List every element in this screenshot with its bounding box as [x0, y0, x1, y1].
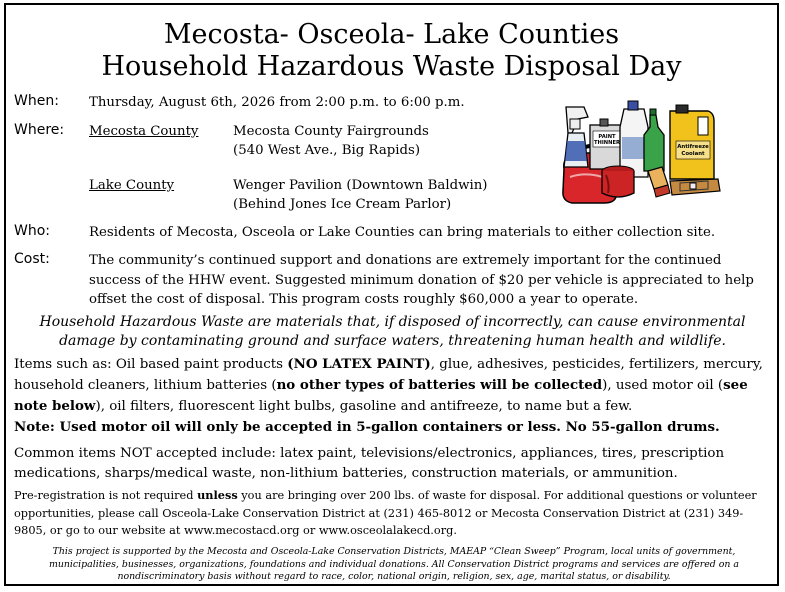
mecosta-site-name: Mecosta County Fairgrounds	[233, 124, 429, 139]
who-value: Residents of Mecosta, Osceola or Lake Counties can bring materials to either collection site.	[89, 225, 716, 240]
not-accepted-items: Common items NOT accepted include: latex paint, televisions/electronics, appliances, tires, prescription medications, sharps/medical waste, non-lithium batteries, construction materials, or ammunition.	[14, 446, 725, 481]
green-bottle-icon	[644, 109, 664, 171]
lake-site-name: Wenger Pavilion (Downtown Baldwin)	[233, 178, 488, 193]
spray-bottle-icon	[564, 107, 588, 167]
footer-disclaimer: This project is supported by the Mecosta and Osceola-Lake Conservation Districts, MAEAP “Clean Sweep” Program, local units of government, municipalities, businesses, organizations, foundations and individual donations. All Conservation District programs and services are offered on a nondiscriminatory basis without regard to race, color, national origin, religion, sex, age, marital status, or disability.	[48, 546, 740, 582]
items-text-3: ), used motor oil (	[602, 378, 724, 393]
hhw-definition: Household Hazardous Waste are materials that, if disposed of incorrectly, can cause environmental damage by contaminating ground and surface waters, threatening human health and wildlife.	[39, 314, 746, 349]
mecosta-site-address: (540 West Ave., Big Rapids)	[233, 143, 421, 158]
when-value: Thursday, August 6th, 2026 from 2:00 p.m. to 6:00 p.m.	[89, 95, 465, 110]
see-note-notice: see note below	[14, 377, 748, 414]
prereg-text-2: you are bringing over 200 lbs. of waste for disposal. For additional questions or volunteer opportunities, please call Osceola-Lake Conservation District at (231) 465-8012 or Mecosta Conservation District at (231) 349-9805, or go to our website at www.mecostacd.org or www.osceolalakecd.org.	[14, 489, 757, 537]
cost-label: Cost:	[14, 251, 50, 267]
thinner-label-2: THINNER	[593, 140, 621, 146]
prereg-text-1: Pre-registration is not required	[14, 489, 198, 502]
antifreeze-label-2: Coolant	[681, 151, 705, 157]
battery-notice: no other types of batteries will be collected	[276, 377, 603, 393]
lake-county-link: Lake County	[89, 178, 175, 193]
thinner-label-1: PAINT	[598, 134, 616, 140]
title-line-2: Household Hazardous Waste Disposal Day	[101, 51, 682, 82]
who-label: Who:	[14, 223, 50, 239]
items-text-1: Items such as: Oil based paint products	[14, 357, 288, 372]
cost-value: The community’s continued support and donations are extremely important for the continued success of the HHW event. Suggested minimum donation of $20 per vehicle is appreciated to help offset the cost of disposal. This program costs roughly $60,000 a year to operate.	[89, 253, 754, 307]
no-latex-notice: (NO LATEX PAINT)	[287, 356, 431, 372]
where-label: Where:	[14, 122, 65, 138]
when-label: When:	[14, 93, 59, 109]
paint-thinner-can-icon	[590, 119, 624, 169]
mouse-trap-icon	[670, 179, 720, 195]
hazardous-products-clipart	[558, 97, 724, 205]
paint-can-icon	[602, 166, 634, 197]
flyer	[4, 3, 779, 586]
items-text-2: , glue, adhesives, pesticides, fertilizers, mercury, household cleaners, lithium batteries (	[14, 357, 763, 393]
unless-emphasis: unless	[197, 488, 238, 502]
accepted-items	[14, 354, 774, 438]
antifreeze-label-1: Antifreeze	[677, 144, 709, 150]
mecosta-county-link: Mecosta County	[89, 124, 199, 139]
paint-brush-icon	[648, 167, 670, 197]
items-text-4: ), oil filters, fluorescent light bulbs, gasoline and antifreeze, to name but a few.	[95, 399, 633, 414]
preregistration-info	[14, 487, 774, 540]
lake-site-address: (Behind Jones Ice Cream Parlor)	[233, 197, 452, 212]
motor-oil-note: Note: Used motor oil will only be accepted in 5-gallon containers or less. No 55-gallon drums.	[14, 419, 720, 435]
title-line-1: Mecosta- Osceola- Lake Counties	[163, 19, 620, 50]
antifreeze-jug-icon	[670, 105, 714, 179]
